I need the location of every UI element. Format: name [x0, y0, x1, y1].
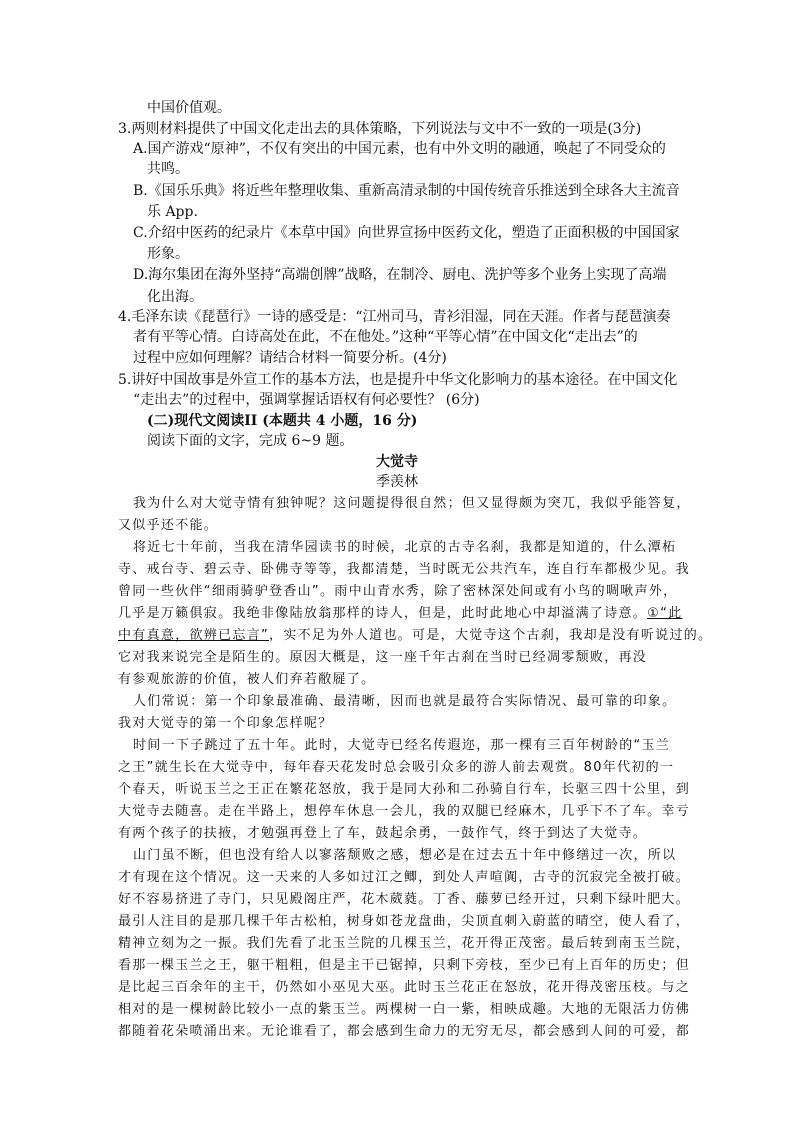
body-line: 山门虽不断，但也没有给人以寥落颓败之感，想必是在过去五十年中修缮过一次，所以 — [133, 848, 677, 863]
body-text: 几乎是万籁俱寂。我绝非像陆放翁那样的诗人，但是，此时此地心中却溢满了诗意。 — [118, 606, 648, 621]
underlined-quote: ①“此 — [647, 606, 683, 621]
article-author: 季羡林 — [376, 474, 418, 490]
body-line: 曾同一些伙伴“细雨骑驴登香山”。雨中山青水秀，除了密林深处间或有小鸟的啁啾声外， — [118, 584, 678, 599]
body-line: 我为什么对大觉寺情有独钟呢？这问题提得很自然；但又显得颇为突兀，我似乎能答复， — [133, 496, 691, 511]
body-line: 我对大觉寺的第一个印象怎样呢？ — [118, 716, 333, 731]
body-line: 人们常说：第一个印象最准确、最清晰，因而也就是最符合实际情况、最可靠的印象。 — [133, 694, 677, 709]
body-line: 好不容易挤进了寺门，只见殿阁庄严，花木葳蕤。丁香、藤萝已经开过，只剩下绿叶肥大。 — [118, 892, 691, 907]
section-heading: (二)现代文阅读II (本题共 4 小题，16 分) — [147, 413, 418, 429]
question-3: 3.两则材料提供了中国文化走出去的具体策略，下列说法与文中不一致的一项是(3分) — [118, 121, 642, 137]
question-5: 5.讲好中国故事是外宣工作的基本方法，也是提升中华文化影响力的基本途径。在中国文化 — [118, 372, 678, 388]
body-line: 都随着花朵喷涌出来。无论谁看了，都会感到生命力的无穷无尽，都会感到人间的可爱，都 — [118, 1024, 691, 1039]
body-text: ，实不足为外人道也。可是，大觉寺这个古刹，我却是没有听说过的。 — [269, 628, 713, 643]
text-line: 化出海。 — [147, 289, 203, 305]
option-a: A.国产游戏“原神”，不仅有突出的中国元素，也有中外文明的融通，唤起了不同受众的 — [133, 141, 666, 157]
option-d: D.海尔集团在海外坚持“高端创牌”战略，在制冷、厨电、洗护等多个业务上实现了高端 — [133, 267, 667, 283]
body-line: 最引人注目的是那几棵千年古松柏，树身如苍龙盘曲，尖顶直刺入蔚蓝的晴空，使人看了， — [118, 914, 691, 929]
body-line: 之王”就生长在大觉寺中，每年春天花发时总会吸引众多的游人前去观赏。80年代初的一 — [118, 760, 675, 775]
option-b: B.《国乐乐典》将近些年整理收集、重新高清录制的中国传统音乐推送到全球各大主流音 — [133, 183, 680, 199]
option-c: C.介绍中医药的纪录片《本草中国》向世界宣扬中医药文化，塑造了正面积极的中国国家 — [133, 225, 680, 241]
body-line: 时间一下子跳过了五十年。此时，大觉寺已经名传遐迩，那一棵有三百年树龄的“玉兰 — [133, 738, 671, 753]
question-4: 4.毛泽东读《琵琶行》一诗的感受是：“江州司马，青衫泪湿，同在天涯。作者与琵琶演奏 — [118, 309, 671, 325]
body-line: 有两个孩子的扶掖，才勉强再登上了车，鼓起余勇，一鼓作气，终于到达了大觉寺。 — [118, 826, 648, 841]
body-line: 有参观旅游的价值，被人们弃若敝屣了。 — [118, 672, 376, 687]
text-line: 共鸣。 — [147, 161, 189, 177]
body-line: 又似乎还不能。 — [118, 518, 219, 533]
body-line: 精神立刻为之一振。我们先看了北玉兰院的几棵玉兰，花开得正茂密。最后转到南玉兰院， — [118, 936, 691, 951]
instruction-text: 阅读下面的文字，完成 6~9 题。 — [147, 433, 354, 449]
body-line — [118, 626, 712, 646]
underlined-quote: 中有真意，欲辨已忘言” — [118, 628, 270, 643]
text-line: 中国价值观。 — [147, 100, 231, 116]
body-line: 看那一棵玉兰之王，躯干粗粗，但是主干已锯掉，只剩下旁枝，至少已有上百年的历史；但 — [118, 958, 691, 973]
text-line: 形象。 — [147, 246, 189, 262]
body-line: 才有现在这个情况。这一天来的人多如过江之鲫，到处人声喧阗，古寺的沉寂完全被打破。 — [118, 870, 691, 885]
text-line: “走出去”的过程中，强调掌握话语权有何必要性？ (6分) — [133, 392, 480, 408]
body-line: 将近七十年前，当我在清华园读书的时候，北京的古寺名刹，我都是知道的，什么潭柘 — [133, 540, 677, 555]
body-line — [118, 604, 682, 624]
body-line: 个春天，听说玉兰之王正在繁花怒放，我于是同大孙和二孙骑自行车，长驱三四十公里，到 — [118, 782, 691, 797]
text-line: 者有平等心情。白诗高处在此，不在他处。”这种“平等心情”在中国文化“走出去”的 — [133, 329, 638, 345]
body-line: 它对我来说完全是陌生的。原因大概是，这一座千年古刹在当时已经凋零颓败，再没 — [118, 650, 648, 665]
body-line: 寺、戒台寺、碧云寺、卧佛寺等等，我都清楚，当时既无公共汽车，连自行车都极少见。我 — [118, 562, 691, 577]
text-line: 过程中应如何理解？请结合材料一简要分析。(4分) — [133, 350, 447, 366]
text-line: 乐 App. — [147, 204, 198, 220]
body-line: 相对的是一棵树龄比较小一点的紫玉兰。两棵树一白一紫，相映成趣。大地的无限活力仿佛 — [118, 1002, 691, 1017]
article-title: 大觉寺 — [376, 454, 418, 470]
body-line: 大觉寺去随喜。走在半路上，想停车休息一会儿，我的双腿已经麻木，几乎下不了车。幸亏 — [118, 804, 691, 819]
body-line: 是比起三百余年的主干，仍然如小巫见大巫。此时玉兰花正在怒放，花开得茂密压枝。与之 — [118, 980, 691, 995]
